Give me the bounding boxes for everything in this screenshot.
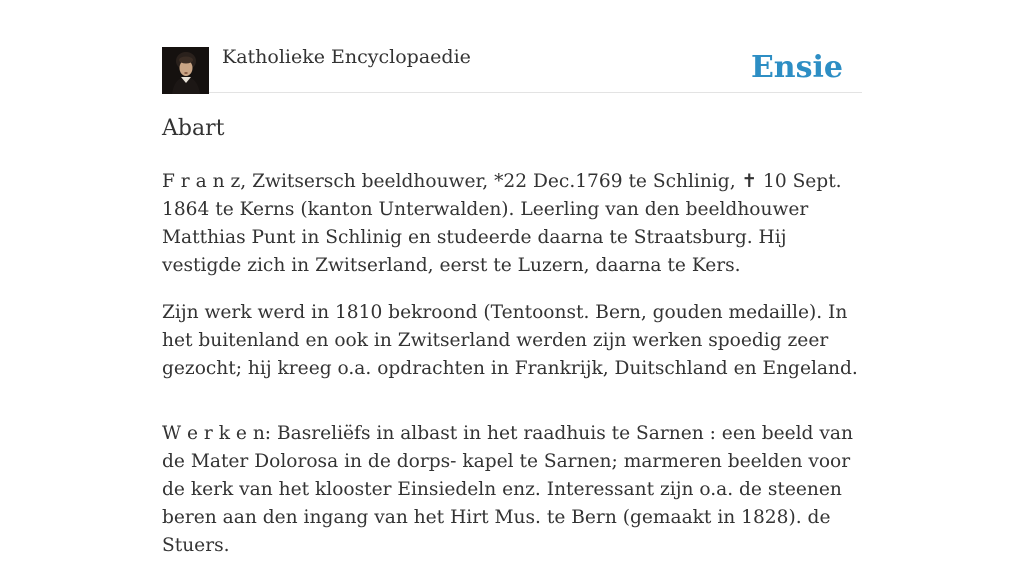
- article-body: [162, 168, 864, 579]
- portrait-avatar-icon[interactable]: [162, 47, 209, 94]
- article-paragraph: W e r k e n: Basreliëfs in albast in het raadhuis te Sarnen : een beeld van de Mater Dolorosa in de dorps- kapel te Sarnen; marmeren beelden voor de kerk van het klooster Einsiedeln enz. Interessant zijn o.a. de steenen beren aan den ingang van het Hirt Mus. te Bern (gemaakt in 1828). de Stuers.: [162, 423, 853, 556]
- site-header: [162, 44, 862, 93]
- site-title[interactable]: Katholieke Encyclopaedie: [222, 46, 471, 68]
- brand-logo[interactable]: Ensie: [750, 50, 843, 85]
- article-paragraph: F r a n z, Zwitsersch beeldhouwer, *22 Dec.1769 te Schlinig, ✝ 10 Sept. 1864 te Kerns (kanton Unterwalden). Leerling van den beeldhouwer Matthias Punt in Schlinig en studeerde daarna te Straatsburg. Hij vestigde zich in Zwitserland, eerst te Luzern, daarna te Kers.: [162, 171, 842, 276]
- article-paragraph: Zijn werk werd in 1810 bekroond (Tentoonst. Bern, gouden medaille). In het buitenland en ook in Zwitserland werden zijn werken spoedig zeer gezocht; hij kreeg o.a. opdrachten in Frankrijk, Duitschland en Engeland.: [162, 302, 858, 379]
- article-title: Abart: [162, 116, 225, 141]
